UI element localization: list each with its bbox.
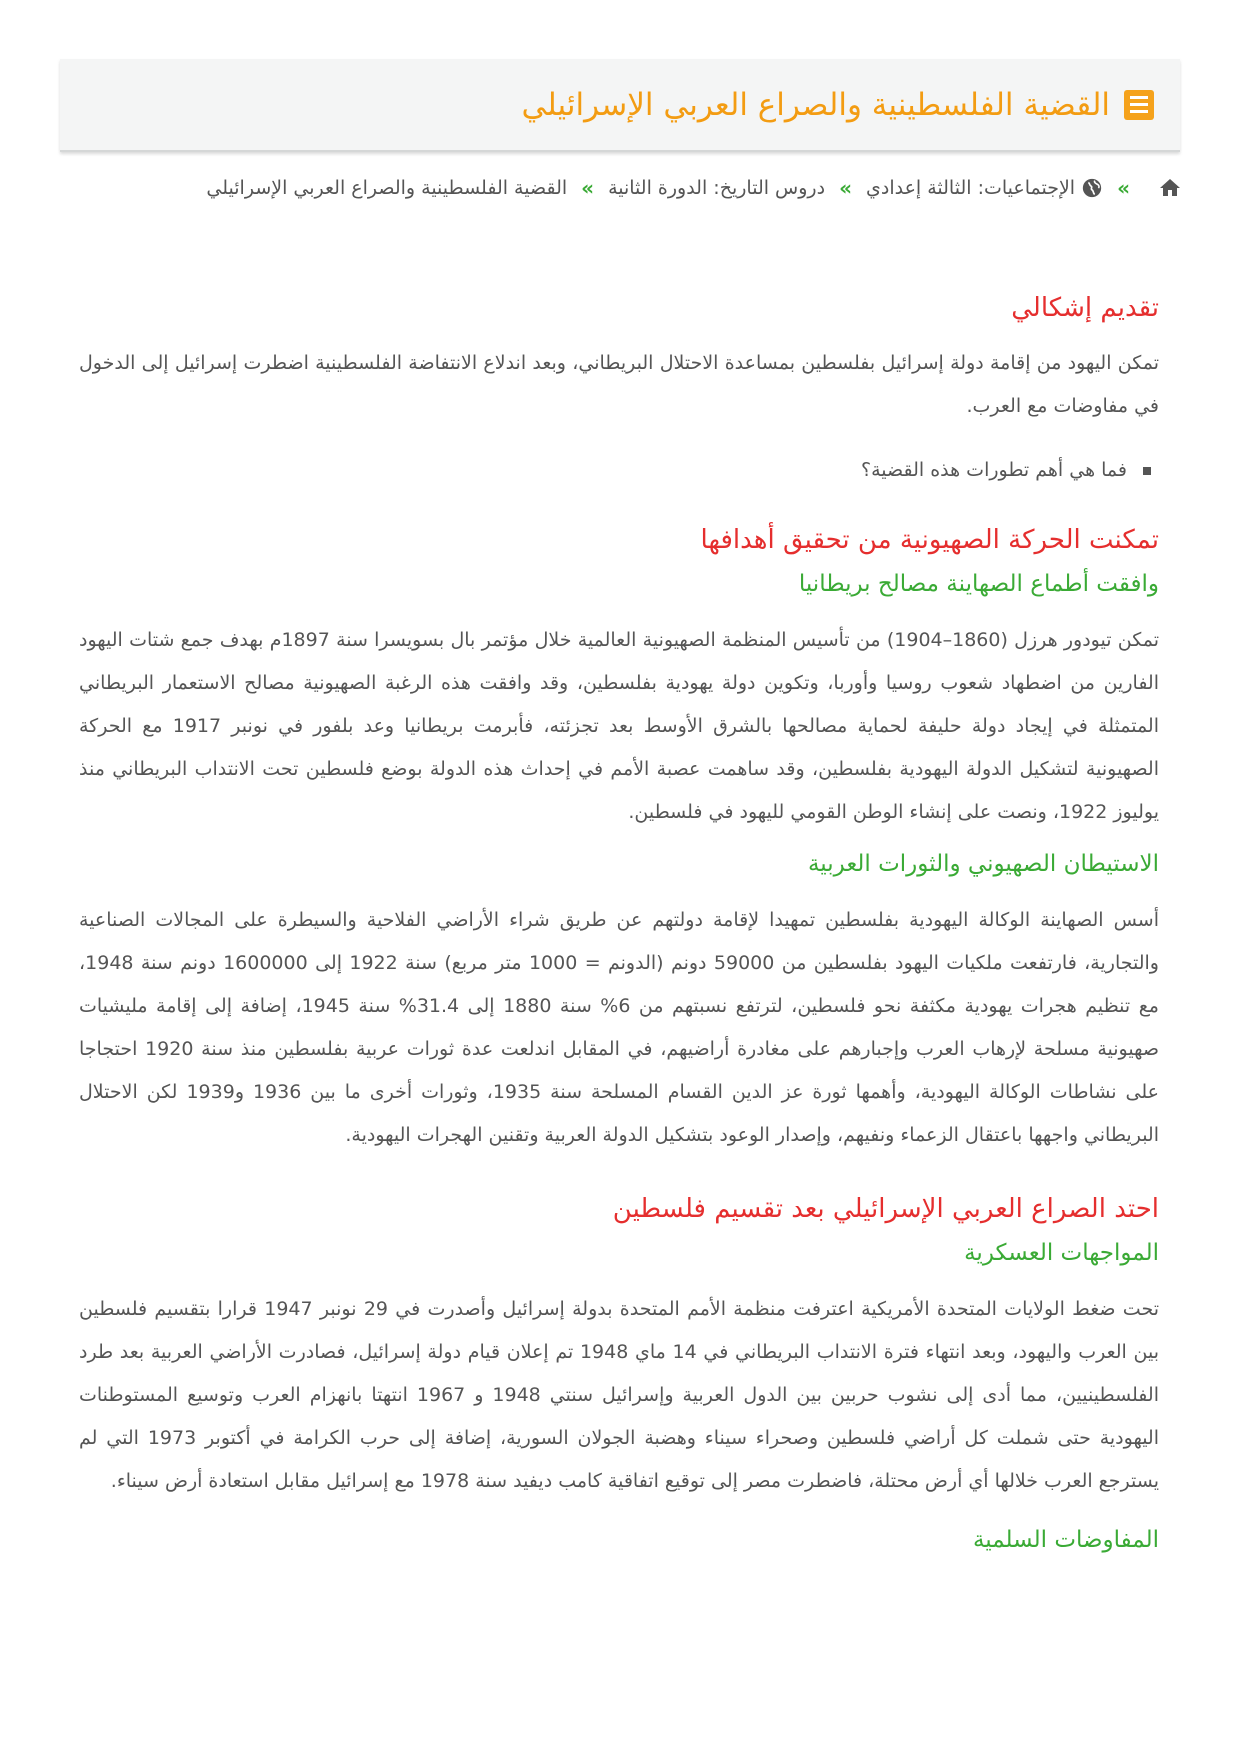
section1-sub1-heading: وافقت أطماع الصهاينة مصالح بريطانيا	[798, 571, 1159, 597]
section2-sub1-heading: المواجهات العسكرية	[964, 1240, 1159, 1266]
breadcrumb-separator: »	[581, 176, 595, 200]
breadcrumb-item-social-studies[interactable]: الإجتماعيات: الثالثة إعدادي	[865, 177, 1076, 199]
section1-sub1-paragraph: تمكن تيودور هرزل (1860–1904) من تأسيس المنظمة الصهيونية العالمية خلال مؤتمر بال بسويسرا سنة 1897م بهدف جمع شتات اليهود الفارين من اضطهاد شعوب روسيا وأوربا، وتكوين دولة يهودية بفلسطين، وقد وافقت هذه الرغبة الصهيونية مصالح الاستعمار البريطاني المتمثلة في إيجاد دولة حليفة لحماية مصالحها بالشرق الأوسط بعد تجزئته، فأبرمت بريطانيا وعد بلفور في نونبر 1917 مع الحركة الصهيونية لتشكيل الدولة اليهودية بفلسطين، وقد ساهمت عصبة الأمم في إحداث هذه الدولة بوضع فلسطين تحت الانتداب البريطاني منذ يوليوز 1922، ونصت على إنشاء الوطن القومي لليهود في فلسطين.	[79, 629, 1160, 823]
section2-sub1-paragraph: تحت ضغط الولايات المتحدة الأمريكية اعترفت منظمة الأمم المتحدة بدولة إسرائيل وأصدرت في 29 نونبر 1947 قرارا بتقسيم فلسطين بين العرب واليهود، وبعد انتهاء فترة الانتداب البريطاني في 14 ماي 1948 تم إعلان قيام دولة إسرائيل، فصادرت الأراضي العربية بعد طرد الفلسطينيين، مما أدى إلى نشوب حربين بين الدول العربية وإسرائيل سنتي 1948 و 1967 انتهتا بانهزام العرب وتوسيع المستوطنات اليهودية حتى شملت كل أراضي فلسطين وصحراء سيناء وهضبة الجولان السورية، إضافة إلى حرب الكرامة في أكتوبر 1973 التي لم يسترجع العرب خلالها أي أرض محتلة، فاضطرت مصر إلى توقيع اتفاقية كامب ديفيد سنة 1978 مع إسرائيل مقابل استعادة أرض سيناء.	[79, 1298, 1160, 1492]
page-title: القضية الفلسطينية والصراع العربي الإسرائيلي	[521, 86, 1110, 123]
section1-sub2-paragraph: أسس الصهاينة الوكالة اليهودية بفلسطين تمهيدا لإقامة دولتهم عن طريق شراء الأراضي الفلاحية والسيطرة على المجالات الصناعية والتجارية، فارتفعت ملكيات اليهود بفلسطين من 59000 دونم (الدونم = 1000 متر مربع) سنة 1922 إلى 1600000 دونم سنة 1948، مع تنظيم هجرات يهودية مكثفة نحو فلسطين، لترتفع نسبتهم من 6% سنة 1880 إلى 31.4% سنة 1945، إضافة إلى إقامة مليشيات صهيونية مسلحة لإرهاب العرب وإجبارهم على مغادرة أراضيهم، في المقابل اندلعت عدة ثورات عربية بفلسطين منذ سنة 1920 احتجاجا على نشاطات الوكالة اليهودية، وأهمها ثورة عز الدين القسام المسلحة سنة 1935، وثورات أخرى ما بين 1936 و1939 لكن الاحتلال البريطاني واجهها باعتقال الزعماء ونفيهم، وإصدار الوعود بتشكيل الدولة العربية وتقنين الهجرات اليهودية.	[79, 909, 1160, 1146]
breadcrumb-item-current: القضية الفلسطينية والصراع العربي الإسرائيلي	[206, 177, 568, 199]
intro-paragraph: تمكن اليهود من إقامة دولة إسرائيل بفلسطين بمساعدة الاحتلال البريطاني، وبعد اندلاع الانتفاضة الفلسطينية اضطرت إسرائيل إلى الدخول في مفاوضات مع العرب.	[79, 352, 1159, 417]
intro-question-list	[79, 450, 1159, 490]
document-list-icon	[1124, 90, 1154, 120]
breadcrumb-separator: »	[1117, 176, 1130, 200]
intro-question: فما هي أهم تطورات هذه القضية؟	[79, 450, 1159, 490]
section2-heading: احتد الصراع العربي الإسرائيلي بعد تقسيم فلسطين	[612, 1194, 1159, 1224]
section1-heading: تمكنت الحركة الصهيونية من تحقيق أهدافها	[700, 525, 1159, 555]
page-title-bar	[60, 59, 1180, 152]
breadcrumb-item-history-lessons[interactable]: دروس التاريخ: الدورة الثانية	[608, 177, 826, 199]
home-icon[interactable]	[1158, 176, 1182, 200]
globe-icon	[1081, 177, 1103, 199]
intro-heading: تقديم إشكالي	[1011, 293, 1159, 323]
lesson-content	[79, 290, 1159, 1557]
breadcrumb-separator: »	[839, 176, 852, 200]
breadcrumb	[62, 176, 1182, 200]
section2-sub2-heading: المفاوضات السلمية	[972, 1527, 1159, 1553]
section1-sub2-heading: الاستيطان الصهيوني والثورات العربية	[807, 851, 1159, 877]
